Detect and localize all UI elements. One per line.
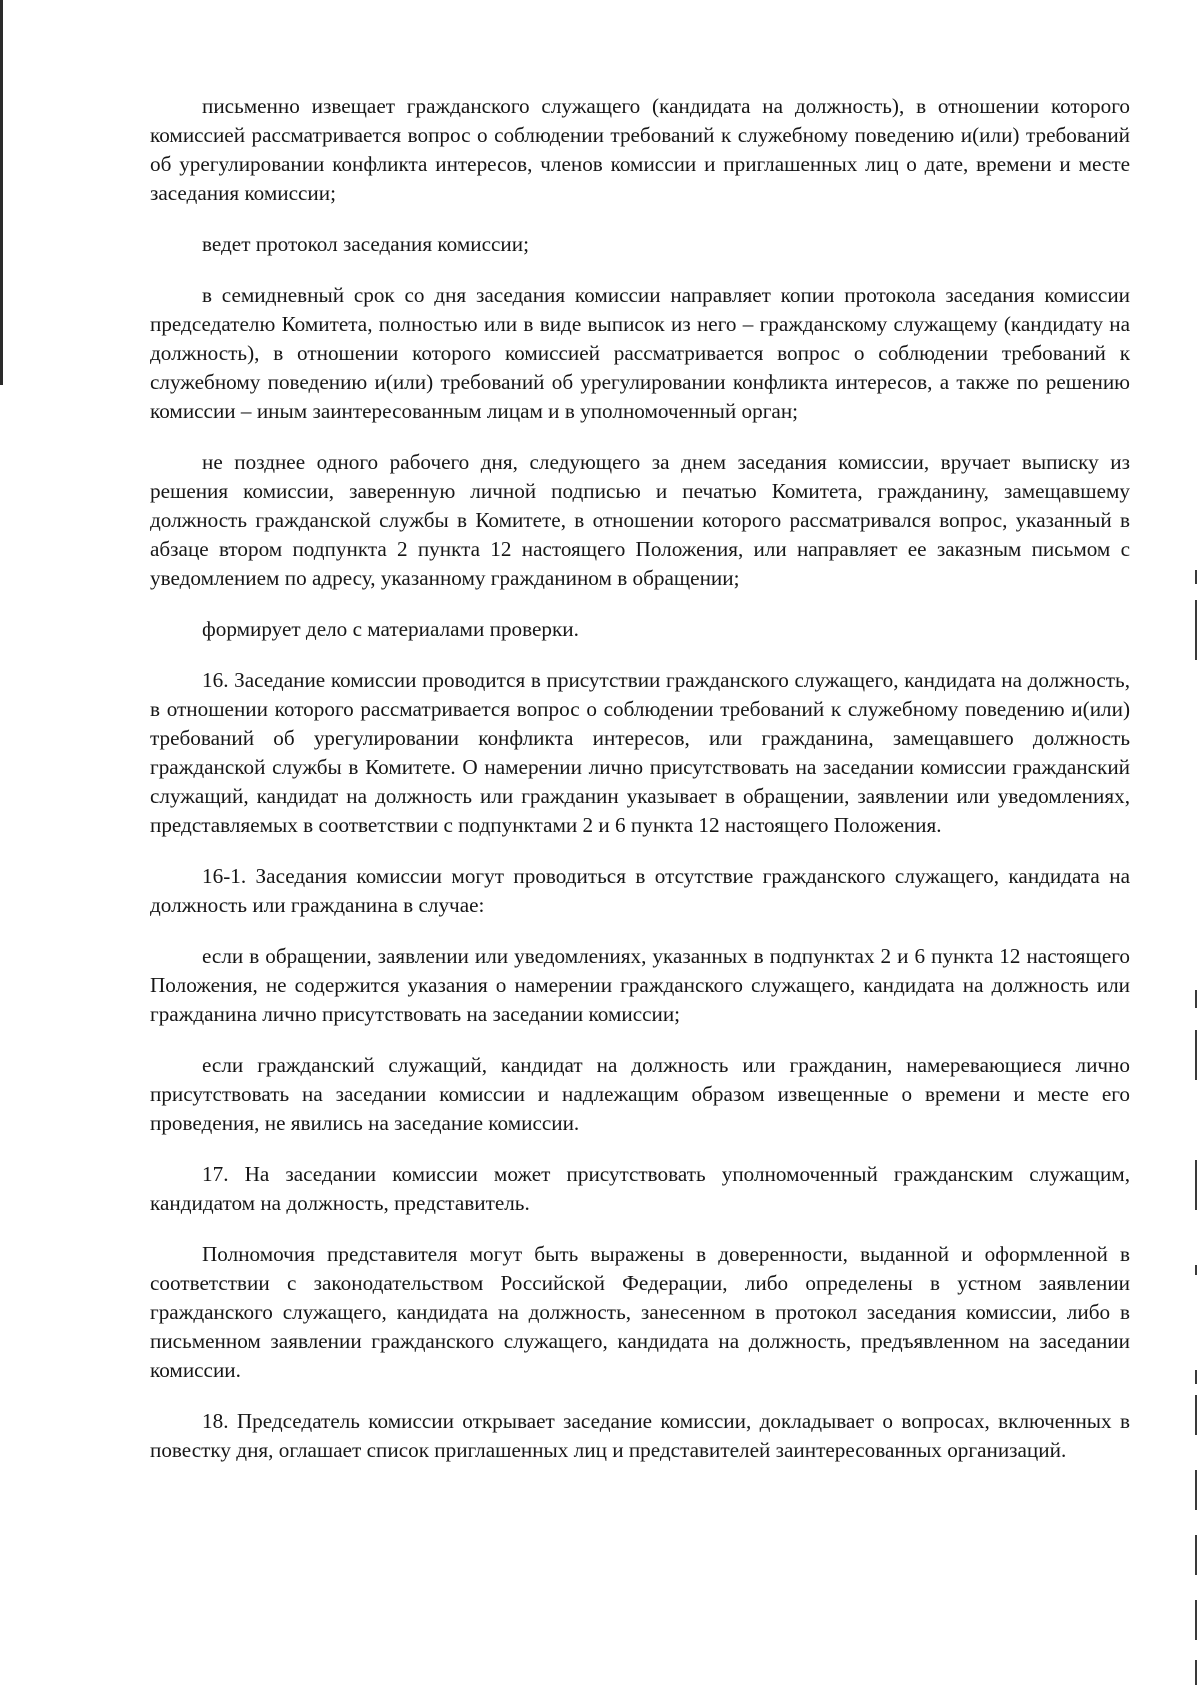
paragraph-representative-powers: Полномочия представителя могут быть выражены в доверенности, выданной и оформленной в соответствии с законодательством Российской Федерации, либо определены в устном заявлении гражданского служащего, кандидата на должность, занесенном в протокол заседания комиссии, либо в письменном заявлении гражданского служащего, кандидата на должность, предъявленном на заседании комиссии. [150,1242,1130,1382]
paragraph-clause-16-1-case-a: если в обращении, заявлении или уведомлениях, указанных в подпунктах 2 и 6 пункта 12 настоящего Положения, не содержится указания о намерении гражданского служащего, кандидата на должность или гражданина лично присутствовать на заседании комиссии; [150,944,1130,1026]
paragraph-sends-protocol-copies: в семидневный срок со дня заседания комиссии направляет копии протокола заседания комиссии председателю Комитета, полностью или в виде выписок из него – гражданскому служащему (кандидату на должность), в отношении которого комиссией рассматривается вопрос о соблюдении требований к служебному поведению и(или) требований об урегулировании конфликта интересов, а также по решению комиссии – иным заинтересованным лицам и в уполномоченный орган; [150,283,1130,423]
paragraph-clause-17: 17. На заседании комиссии может присутствовать уполномоченный гражданским служащим, кандидатом на должность, представитель. [150,1162,1130,1215]
scan-edge-line [0,0,3,385]
paragraph-clause-16-1: 16-1. Заседания комиссии могут проводиться в отсутствие гражданского служащего, кандидата на должность или гражданина в случае: [150,864,1130,917]
paragraph-hands-over-extract: не позднее одного рабочего дня, следующего за днем заседания комиссии, вручает выписку из решения комиссии, заверенную личной подписью и печатью Комитета, гражданину, замещавшему должность гражданской службы в Комитете, в отношении которого рассматривался вопрос, указанный в абзаце втором подпункта 2 пункта 12 настоящего Положения, или направляет ее заказным письмом с уведомлением по адресу, указанному гражданином в обращении; [150,450,1130,590]
paragraph-keeps-minutes: ведет протокол заседания комиссии; [202,232,529,256]
paragraph-forms-case-file: формирует дело с материалами проверки. [202,617,579,641]
scan-margin-marks [1190,0,1200,1695]
document-body [150,92,1130,1487]
paragraph-clause-16-1-case-b: если гражданский служащий, кандидат на должность или гражданин, намеревающиеся лично присутствовать на заседании комиссии и надлежащим образом извещенные о времени и месте его проведения, не явились на заседание комиссии. [150,1053,1130,1135]
paragraph-clause-18: 18. Председатель комиссии открывает заседание комиссии, докладывает о вопросах, включенных в повестку дня, оглашает список приглашенных лиц и представителей заинтересованных организаций. [150,1409,1130,1462]
paragraph-notify-members: письменно извещает гражданского служащего (кандидата на должность), в отношении которого комиссией рассматривается вопрос о соблюдении требований к служебному поведению и(или) требований об урегулировании конфликта интересов, членов комиссии и приглашенных лиц о дате, времени и месте заседания комиссии; [150,94,1130,205]
paragraph-clause-16: 16. Заседание комиссии проводится в присутствии гражданского служащего, кандидата на должность, в отношении которого рассматривается вопрос о соблюдении требований к служебному поведению и(или) требований об урегулировании конфликта интересов, или гражданина, замещавшего должность гражданской службы в Комитете. О намерении лично присутствовать на заседании комиссии гражданский служащий, кандидат на должность или гражданин указывает в обращении, заявлении или уведомлениях, представляемых в соответствии с подпунктами 2 и 6 пункта 12 настоящего Положения. [150,668,1130,837]
